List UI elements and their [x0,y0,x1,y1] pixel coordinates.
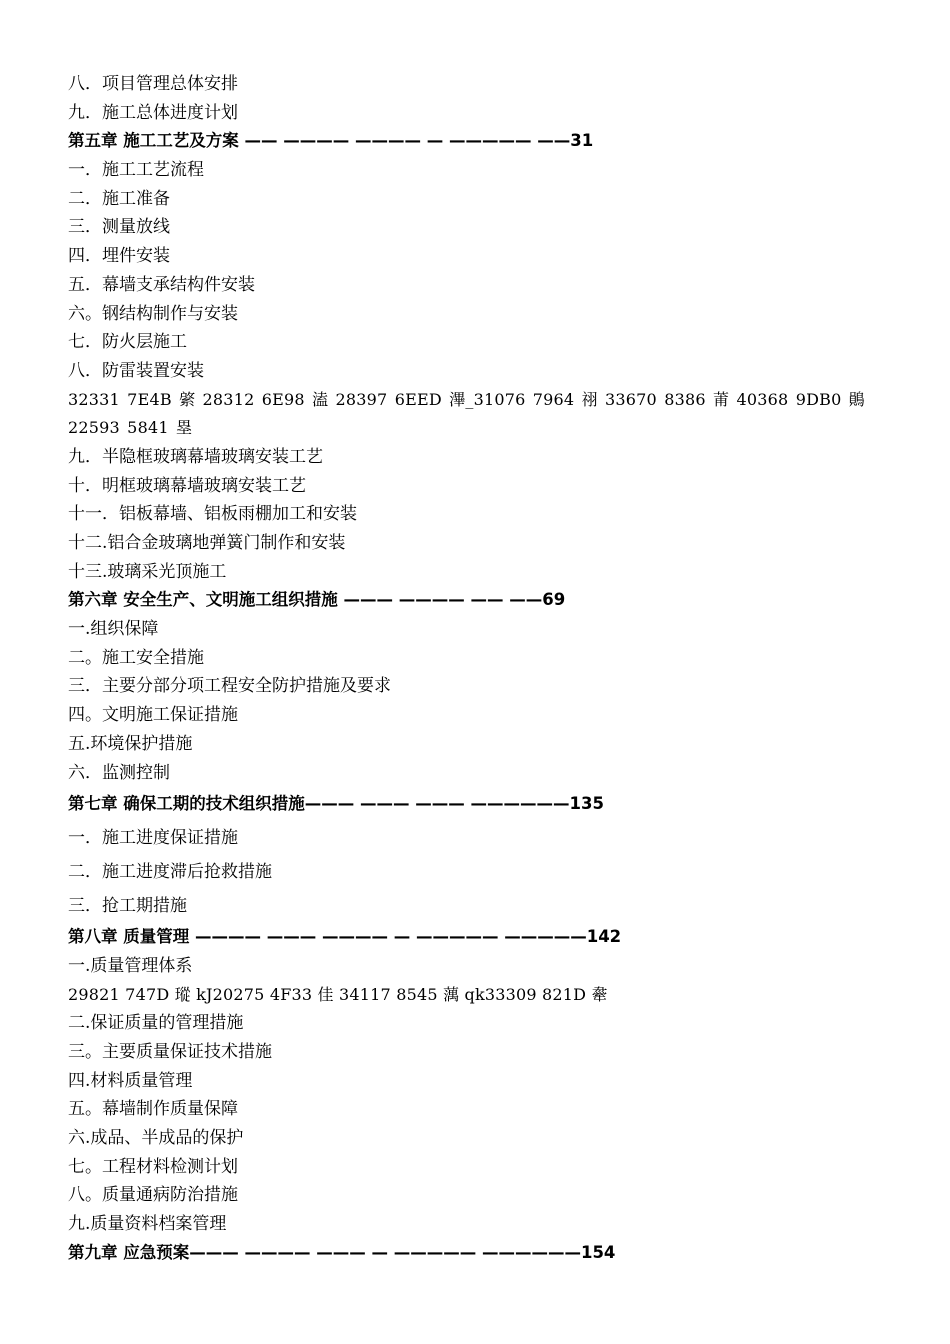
toc-item: 五.环境保护措施 [68,733,193,754]
toc-item: 四．埋件安装 [68,246,170,267]
toc-item: 八．防雷装置安装 [68,360,204,381]
toc-item: 四.材料质量管理 [68,1070,193,1091]
toc-item: 九.质量资料档案管理 [68,1214,227,1235]
toc-chapter-6: 第六章 安全生产、文明施工组织措施 ——— ———— —— ——69 [68,590,566,610]
toc-item: 九．半隐框玻璃幕墙玻璃安装工艺 [68,446,323,467]
toc-item: 七．防火层施工 [68,332,187,353]
toc-item: 十．明框玻璃幕墙玻璃安装工艺 [68,475,306,496]
toc-item: 一．施工工艺流程 [68,160,204,181]
toc-item: 四。文明施工保证措施 [68,705,238,726]
toc-item: 三。主要质量保证技术措施 [68,1041,272,1062]
toc-chapter-8: 第八章 质量管理 ———— ——— ———— — ————— —————142 [68,927,622,947]
toc-item: 十三.玻璃采光顶施工 [68,561,227,582]
toc-chapter-5: 第五章 施工工艺及方案 —— ———— ———— — ————— ——31 [68,131,594,151]
toc-item: 三．主要分部分项工程安全防护措施及要求 [68,676,391,697]
toc-item-8: 八．项目管理总体安排 [68,74,238,94]
code-text-line: 32331 7E4B 綮 28312 6E98 溘 28397 6EED 滭_31076 7964 祤 33670 8386 莆 40368 9DB0 鶰 22593 5841 塁 [68,389,865,438]
toc-item: 一．施工进度保证措施 [68,828,238,849]
toc-item: 八。质量通病防治措施 [68,1185,238,1206]
toc-item: 三．抢工期措施 [68,896,187,917]
toc-item: 十二.铝合金玻璃地弹簧门制作和安装 [68,533,346,554]
toc-item: 十一．铝板幕墙、铝板雨棚加工和安装 [68,504,357,525]
toc-item: 二。施工安全措施 [68,647,204,668]
toc-item: 六．监测控制 [68,762,170,783]
toc-item: 二．施工准备 [68,188,170,209]
toc-item: 一.质量管理体系 [68,955,193,976]
toc-item: 六.成品、半成品的保护 [68,1128,244,1149]
toc-item: 一.组织保障 [68,619,159,640]
toc-page [68,70,898,1267]
toc-item: 五．幕墙支承结构件安装 [68,274,255,295]
toc-item: 六。钢结构制作与安装 [68,303,238,324]
toc-item: 二．施工进度滞后抢救措施 [68,862,272,883]
toc-chapter-9: 第九章 应急预案——— ———— ——— — ————— ——————154 [68,1242,616,1262]
toc-item: 三．测量放线 [68,217,170,238]
toc-item: 二.保证质量的管理措施 [68,1013,244,1034]
toc-item: 五。幕墙制作质量保障 [68,1099,238,1120]
toc-item-9: 九．施工总体进度计划 [68,102,238,123]
code-text-line: 29821 747D 瑽 kJ20275 4F33 佳 34117 8545 蕅 qk33309 821D 舝 [68,984,608,1004]
toc-item: 七。工程材料检测计划 [68,1156,238,1177]
toc-chapter-7: 第七章 确保工期的技术组织措施——— ——— ——— ——————135 [68,794,604,814]
